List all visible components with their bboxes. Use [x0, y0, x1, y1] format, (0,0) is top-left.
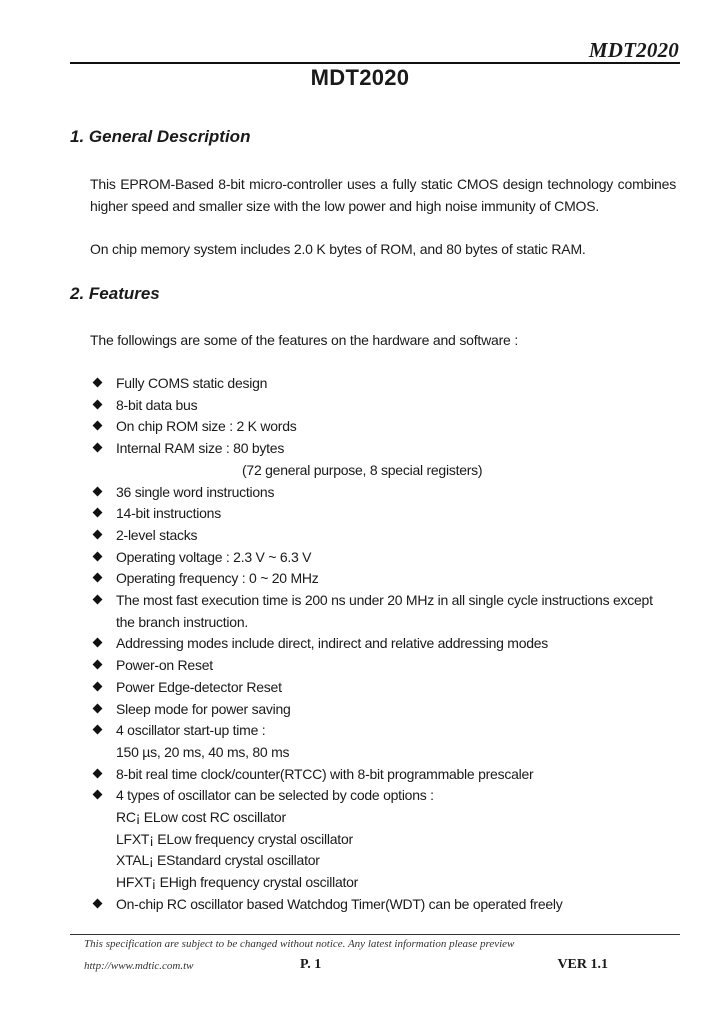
- feature-item: [92, 590, 692, 633]
- section-heading-general-description: 1. General Description: [70, 127, 251, 146]
- feature-text: 8-bit data bus: [116, 396, 198, 413]
- feature-item: [92, 525, 692, 547]
- feature-item: [92, 438, 692, 481]
- header-brand: MDT2020: [588, 38, 679, 62]
- footer-url: http://www.mdtic.com.tw: [84, 960, 194, 972]
- diamond-bullet-icon: [93, 725, 103, 735]
- feature-continuation: 150 µs, 20 ms, 40 ms, 80 ms: [116, 743, 290, 760]
- footer-divider: [70, 934, 680, 935]
- diamond-bullet-icon: [93, 660, 103, 670]
- section-heading-features: 2. Features: [70, 284, 160, 303]
- feature-text: 4 types of oscillator can be selected by code options :: [116, 787, 434, 804]
- feature-item: [92, 720, 692, 763]
- feature-text: Addressing modes include direct, indirect and relative addressing modes: [116, 635, 549, 652]
- feature-item: [92, 568, 692, 590]
- feature-text: Operating frequency : 0 ~ 20 MHz: [116, 570, 319, 587]
- feature-item: [92, 699, 692, 721]
- feature-item: [92, 677, 692, 699]
- diamond-bullet-icon: [93, 768, 103, 778]
- diamond-bullet-icon: [93, 529, 103, 539]
- feature-item: [92, 785, 692, 894]
- diamond-bullet-icon: [93, 573, 103, 583]
- header-divider: [70, 62, 680, 64]
- diamond-bullet-icon: [93, 898, 103, 908]
- document-title: MDT2020: [310, 65, 410, 90]
- diamond-bullet-icon: [93, 421, 103, 431]
- feature-text: Operating voltage : 2.3 V ~ 6.3 V: [116, 548, 312, 565]
- diamond-bullet-icon: [93, 486, 103, 496]
- feature-text: Sleep mode for power saving: [116, 700, 291, 717]
- feature-item: [92, 503, 692, 525]
- feature-text: The most fast execution time is 200 ns under 20 MHz in all single cycle instructions except: [116, 592, 653, 609]
- feature-item: [92, 655, 692, 677]
- oscillator-option: RC¡ ELow cost RC oscillator: [116, 809, 286, 826]
- feature-text: 2-level stacks: [116, 526, 198, 543]
- diamond-bullet-icon: [93, 790, 103, 800]
- feature-text: 4 oscillator start-up time :: [116, 722, 266, 739]
- diamond-bullet-icon: [93, 681, 103, 691]
- feature-item: [92, 373, 692, 395]
- page-number: P. 1: [300, 957, 322, 972]
- description-paragraph: This EPROM-Based 8-bit micro-controller uses a fully static CMOS design technology combines higher speed and smaller size with the low power and high noise immunity of CMOS.: [90, 176, 676, 214]
- feature-item: [92, 395, 692, 417]
- features-intro: The followings are some of the features on the hardware and software :: [90, 332, 519, 348]
- feature-list: [92, 373, 692, 916]
- footer-disclaimer: This specification are subject to be changed without notice. Any latest information please preview: [84, 938, 515, 950]
- feature-item: [92, 633, 692, 655]
- feature-continuation: (72 general purpose, 8 special registers): [242, 461, 483, 478]
- feature-item: [92, 482, 692, 504]
- oscillator-option: LFXT¡ ELow frequency crystal oscillator: [116, 830, 353, 847]
- feature-text: Internal RAM size : 80 bytes: [116, 440, 285, 457]
- feature-text: 8-bit real time clock/counter(RTCC) with 8-bit programmable prescaler: [116, 765, 534, 782]
- feature-item: [92, 416, 692, 438]
- feature-text: 36 single word instructions: [116, 483, 275, 500]
- feature-item: [92, 764, 692, 786]
- diamond-bullet-icon: [93, 595, 103, 605]
- feature-text: 14-bit instructions: [116, 505, 221, 522]
- diamond-bullet-icon: [93, 703, 103, 713]
- feature-item: [92, 547, 692, 569]
- diamond-bullet-icon: [93, 399, 103, 409]
- memory-paragraph: On chip memory system includes 2.0 K bytes of ROM, and 80 bytes of static RAM.: [90, 241, 586, 257]
- diamond-bullet-icon: [93, 443, 103, 453]
- feature-text: Power Edge-detector Reset: [116, 678, 282, 695]
- version-label: VER 1.1: [557, 957, 608, 972]
- feature-text: Fully COMS static design: [116, 375, 268, 391]
- feature-continuation: the branch instruction.: [116, 613, 248, 630]
- oscillator-option: XTAL¡ EStandard crystal oscillator: [116, 852, 320, 869]
- oscillator-option: HFXT¡ EHigh frequency crystal oscillator: [116, 874, 359, 891]
- diamond-bullet-icon: [93, 638, 103, 648]
- feature-text: On chip ROM size : 2 K words: [116, 418, 297, 435]
- feature-text: Power-on Reset: [116, 657, 213, 674]
- diamond-bullet-icon: [93, 378, 103, 388]
- feature-item: [92, 894, 692, 916]
- diamond-bullet-icon: [93, 508, 103, 518]
- diamond-bullet-icon: [93, 551, 103, 561]
- feature-text: On-chip RC oscillator based Watchdog Timer(WDT) can be operated freely: [116, 895, 563, 912]
